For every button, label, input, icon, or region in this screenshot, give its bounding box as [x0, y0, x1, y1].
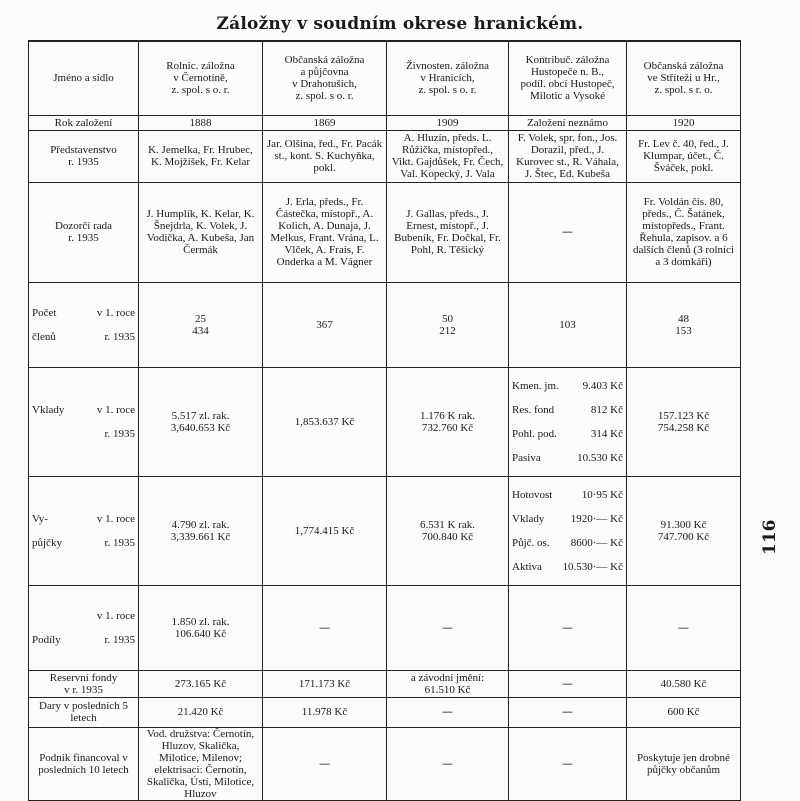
cell: 50 212	[387, 282, 509, 367]
row-label-predstavenstvo: Představenstvo r. 1935	[29, 130, 139, 182]
cell: F. Volek, spr. fon., Jos. Dorazil, před., J. Kurovec st., R. Váhala, J. Štec, Ed. Kubeša	[509, 130, 627, 182]
cell: 91.300 Kč 747.700 Kč	[627, 476, 741, 585]
cell: 1869	[263, 115, 387, 130]
header-name-seat: Jméno a sídlo	[29, 41, 139, 115]
page-number: 116	[760, 519, 780, 555]
cell: 600 Kč	[627, 697, 741, 727]
cell: 1,853.637 Kč	[263, 367, 387, 476]
cell: —	[263, 727, 387, 800]
cell: 1888	[139, 115, 263, 130]
row-label-pocet: Počet v 1. roce členů r. 1935	[29, 282, 139, 367]
table-row	[29, 367, 741, 476]
header-col-hranice: Živnosten. záložna v Hranicích, z. spol. s o. r.	[387, 41, 509, 115]
table-header-row	[29, 41, 741, 115]
cell-balance-liabilities: Kmen. jm. 9.403 Kč Res. fond 812 Kč Pohl. pod. 314 Kč Pasiva 10.530 Kč	[509, 367, 627, 476]
cell: 1,774.415 Kč	[263, 476, 387, 585]
row-label-dozorci: Dozorčí rada r. 1935	[29, 182, 139, 282]
cell: —	[387, 697, 509, 727]
table-row	[29, 130, 741, 182]
header-col-strizez: Občanská záložna ve Stříteži u Hr., z. spol. s r. o.	[627, 41, 741, 115]
cell: —	[509, 182, 627, 282]
cell: 273.165 Kč	[139, 670, 263, 697]
table-row	[29, 476, 741, 585]
cell: —	[509, 670, 627, 697]
header-col-cernotin: Rolnic. záložna v Černotíně, z. spol. s o. r.	[139, 41, 263, 115]
cell: 157.123 Kč 754.258 Kč	[627, 367, 741, 476]
cell: —	[387, 585, 509, 670]
cell: Vod. družstva: Černotín, Hluzov, Skalička, Milotice, Milenov; elektrisaci: Černotín, Skalička, Ústí, Milotice, Hluzov	[139, 727, 263, 800]
cell: J. Gallas, předs., J. Ernest, místopř., J. Bubeník, Fr. Dočkal, Fr. Pohl, R. Těšický	[387, 182, 509, 282]
row-label-podnik: Podnik financoval v posledních 10 letech	[29, 727, 139, 800]
cell: Fr. Lev č. 40, řed., J. Klumpar, účet., Č. Šváček, pokl.	[627, 130, 741, 182]
row-label-reservni: Reservní fondy v r. 1935	[29, 670, 139, 697]
table-row	[29, 182, 741, 282]
cell: Založení neznámo	[509, 115, 627, 130]
cell: —	[509, 697, 627, 727]
cell: 1909	[387, 115, 509, 130]
cell: —	[509, 727, 627, 800]
cell: 40.580 Kč	[627, 670, 741, 697]
cell: —	[627, 585, 741, 670]
page-title: Záložny v soudním okrese hranickém.	[216, 14, 584, 34]
table-row	[29, 697, 741, 727]
row-label-vklady: Vklady v 1. roce r. 1935	[29, 367, 139, 476]
row-label-pujcky: Vy- v 1. roce půjčky r. 1935	[29, 476, 139, 585]
cell: 1.850 zl. rak. 106.640 Kč	[139, 585, 263, 670]
cell: 1.176 K rak. 732.760 Kč	[387, 367, 509, 476]
cell: Jar. Olšina, řed., Fr. Pacák st., kont. S. Kuchyňka, pokl.	[263, 130, 387, 182]
table-row	[29, 670, 741, 697]
cell: 4.790 zl. rak. 3,339.661 Kč	[139, 476, 263, 585]
cell: 48 153	[627, 282, 741, 367]
banks-table	[28, 40, 741, 801]
cell: a závodní jmění: 61.510 Kč	[387, 670, 509, 697]
cell: —	[263, 585, 387, 670]
cell: —	[387, 727, 509, 800]
cell: 25 434	[139, 282, 263, 367]
cell: K. Jemelka, Fr. Hrubec, K. Mojžíšek, Fr. Kelar	[139, 130, 263, 182]
cell: 5.517 zl. rak. 3,640.653 Kč	[139, 367, 263, 476]
row-label-podily: v 1. roce Podíly r. 1935	[29, 585, 139, 670]
row-label-rok: Rok založení	[29, 115, 139, 130]
cell: 11.978 Kč	[263, 697, 387, 727]
table-row	[29, 585, 741, 670]
cell: 6.531 K rak. 700.840 Kč	[387, 476, 509, 585]
cell: 171.173 Kč	[263, 670, 387, 697]
table-row	[29, 282, 741, 367]
cell: A. Hluzín, předs. L. Růžička, místopřed., Vikt. Gajdůšek, Fr. Čech, Val. Kopecký, J. Vala	[387, 130, 509, 182]
row-label-dary: Dary v posledních 5 letech	[29, 697, 139, 727]
cell: 1920	[627, 115, 741, 130]
header-col-drahotuse: Občanská záložna a půjčovna v Drahotuších, z. spol. s o. r.	[263, 41, 387, 115]
cell: 367	[263, 282, 387, 367]
table-row	[29, 727, 741, 800]
cell: —	[509, 585, 627, 670]
cell: J. Humplík, K. Kelar, K. Šnejdrla, K. Volek, J. Vodička, A. Kubeša, Jan Čermák	[139, 182, 263, 282]
cell: 103	[509, 282, 627, 367]
cell: Fr. Voldán čís. 80, předs., Č. Šatánek, místopředs., Frant. Řehula, zapisov. a 6 dalších členů (3 rolníci a 3 domkáři)	[627, 182, 741, 282]
header-col-hustopece: Kontribuč. záložna Hustopeče n. B., podíl. obcí Hustopeč, Milotic a Vysoké	[509, 41, 627, 115]
cell-balance-assets: Hotovost 10·95 Kč Vklady 1920·— Kč Půjč. os. 8600·— Kč Aktiva 10.530·— Kč	[509, 476, 627, 585]
cell: Poskytuje jen drobné půjčky občanům	[627, 727, 741, 800]
cell: J. Erla, předs., Fr. Částečka, místopř., A. Kolich, A. Dunaja, J. Melkus, Frant. Vrána, L. Vlček, A. Frais, F. Onderka a M. Vágner	[263, 182, 387, 282]
cell: 21.420 Kč	[139, 697, 263, 727]
table-row	[29, 115, 741, 130]
